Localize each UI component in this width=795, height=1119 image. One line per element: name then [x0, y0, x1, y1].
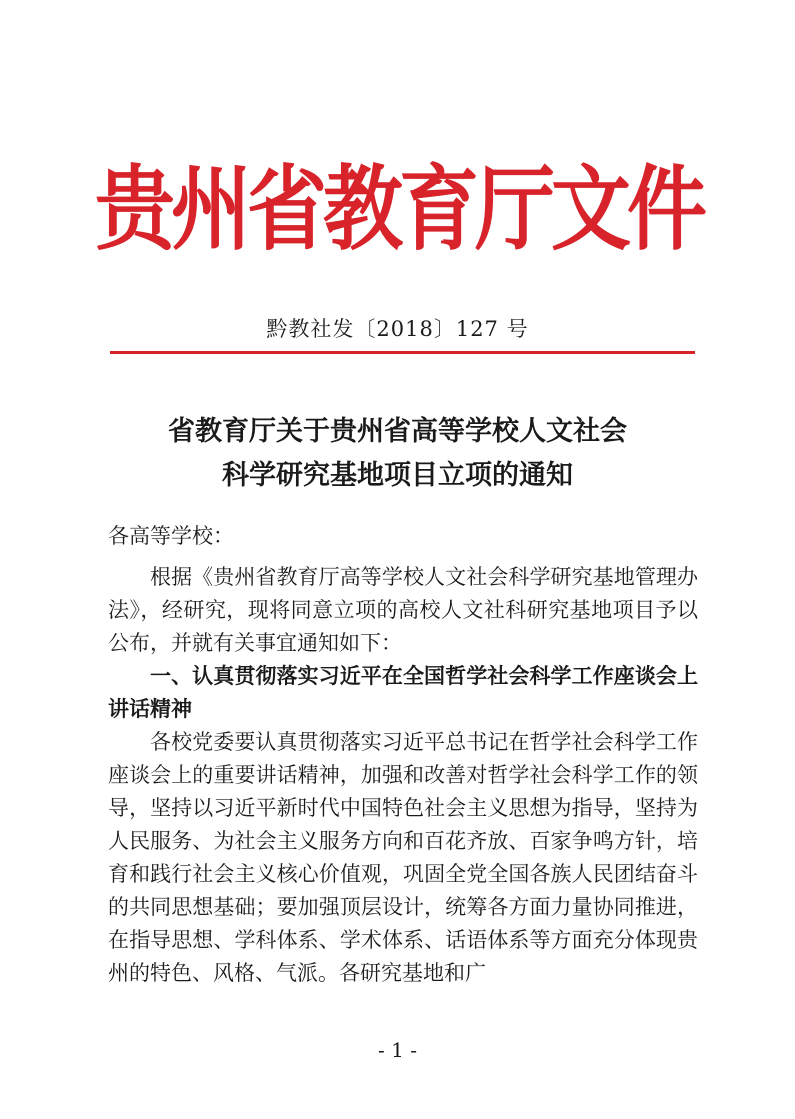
section-1-paragraph: 各校党委要认真贯彻落实习近平总书记在哲学社会科学工作座谈会上的重要讲话精神，加强和改善对哲学社会科学工作的领导，坚持以习近平新时代中国特色社会主义思想为指导，坚持为人民服务、为社会主义服务方向和百花齐放、百家争鸣方针，培育和践行社会主义核心价值观，巩固全党全国各族人民团结奋斗的共同思想基础；要加强顶层设计，统筹各方面力量协同推进，在指导思想、学科体系、学术体系、话语体系等方面充分体现贵州的特色、风格、气派。各研究基地和广 — [108, 730, 698, 985]
red-divider-line — [110, 351, 695, 354]
notice-title-line-1: 省教育厅关于贵州省高等学校人文社会 — [168, 416, 627, 447]
section-heading-1: 一、认真贯彻落实习近平在全国哲学社会科学工作座谈会上讲话精神 — [108, 664, 698, 721]
salutation: 各高等学校： — [108, 524, 234, 548]
page-number: - 1 - — [378, 1038, 417, 1062]
notice-title — [100, 410, 695, 498]
intro-paragraph: 根据《贵州省教育厅高等学校人文社会科学研究基地管理办法》，经研究，现将同意立项的高校人文社科研究基地项目予以公布，并就有关事宜通知如下： — [108, 565, 698, 655]
notice-title-line-2: 科学研究基地项目立项的通知 — [222, 460, 573, 491]
document-body — [108, 520, 698, 990]
document-number: 黔教社发〔2018〕127 号 — [266, 317, 529, 341]
masthead-title: 贵州省教育厅文件 — [95, 154, 703, 264]
